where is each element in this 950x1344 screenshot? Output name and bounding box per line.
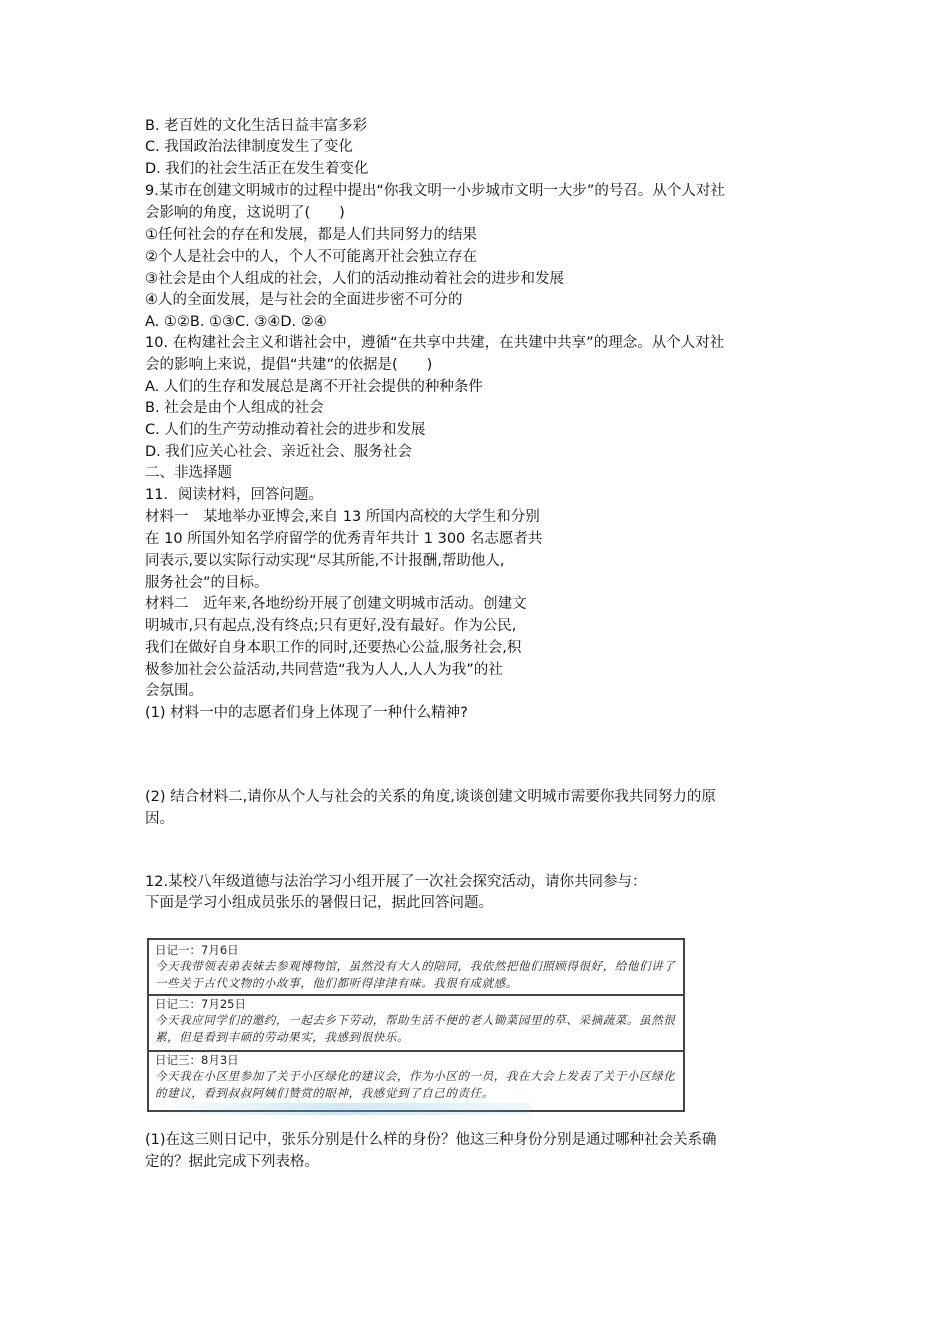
material-2-line-5: 会氛围。 bbox=[145, 683, 203, 699]
q9-statement-2: ②个人是社会中的人，个人不可能离开社会独立存在 bbox=[145, 249, 477, 265]
material-2-line-4: 极参加社会公益活动,共同营造“我为人人,人人为我”的社 bbox=[145, 662, 503, 678]
material-1-line-4: 服务社会”的目标。 bbox=[145, 575, 269, 591]
diary-entry-date: 日记三：8月3日 bbox=[155, 1053, 239, 1067]
option-b-q8: B. 老百姓的文化生活日益丰富多彩 bbox=[145, 118, 368, 134]
q11-subquestion-2-line-1: (2) 结合材料二,请你从个人与社会的关系的角度,谈谈创建文明城市需要你我共同努力的原 bbox=[145, 789, 716, 805]
watermark-strip bbox=[150, 1103, 530, 1115]
q9-statement-3: ③社会是由个人组成的社会，人们的活动推动着社会的进步和发展 bbox=[145, 271, 564, 287]
question-10-line-1: 10. 在构建社会主义和谐社会中，遵循“在共享中共建，在共建中共享”的理念。从个人对社 bbox=[145, 335, 725, 351]
diary-entry bbox=[149, 994, 683, 1050]
q9-statement-4: ④人的全面发展，是与社会的全面进步密不可分的 bbox=[145, 292, 463, 308]
question-12-line-1: 12.某校八年级道德与法治学习小组开展了一次社会探究活动，请你共同参与： bbox=[145, 874, 647, 890]
question-11-title: 11．阅读材料，回答问题。 bbox=[145, 487, 323, 503]
q10-option-a: A. 人们的生存和发展总是离不开社会提供的种种条件 bbox=[145, 379, 483, 395]
option-d-q8: D. 我们的社会生活正在发生着变化 bbox=[145, 161, 369, 177]
q9-statement-1: ①任何社会的存在和发展，都是人们共同努力的结果 bbox=[145, 227, 477, 243]
q11-subquestion-2-line-2: 因。 bbox=[145, 811, 174, 827]
q9-options: A. ①②B. ①③C. ③④D. ②④ bbox=[145, 314, 327, 330]
q10-option-c: C. 人们的生产劳动推动着社会的进步和发展 bbox=[145, 422, 426, 438]
diary-entry bbox=[149, 1050, 683, 1110]
q10-option-b: B. 社会是由个人组成的社会 bbox=[145, 400, 324, 416]
question-12-line-2: 下面是学习小组成员张乐的暑假日记，据此回答问题。 bbox=[145, 895, 493, 911]
q12-subquestion-1-line-1: (1)在这三则日记中，张乐分别是什么样的身份？他这三种身份分别是通过哪种社会关系确 bbox=[145, 1132, 717, 1148]
material-1-line-2: 在 10 所国外知名学府留学的优秀青年共计 1 300 名志愿者共 bbox=[145, 531, 543, 547]
option-c-q8: C. 我国政治法律制度发生了变化 bbox=[145, 139, 353, 155]
diary-entry-text: 今天我应同学们的邀约，一起去乡下劳动，帮助生活不便的老人锄菜园里的草、采摘蔬菜。虽然很累，但是看到丰硕的劳动果实，我感到很快乐。 bbox=[155, 1013, 676, 1044]
diary-image bbox=[147, 938, 685, 1112]
q11-subquestion-1: (1) 材料一中的志愿者们身上体现了一种什么精神? bbox=[145, 705, 468, 721]
diary-entry-text: 今天我带领表弟表妹去参观博物馆，虽然没有大人的陪同，我依然把他们照顾得很好，给他们讲了一些关于古代文物的小故事，他们都听得津津有味。我很有成就感。 bbox=[155, 959, 676, 990]
material-2-line-1: 材料二 近年来,各地纷纷开展了创建文明城市活动。创建文 bbox=[145, 596, 527, 612]
material-2-line-3: 我们在做好自身本职工作的同时,还要热心公益,服务社会,积 bbox=[145, 640, 522, 656]
question-10-line-2: 会的影响上来说，提倡“共建”的依据是( ) bbox=[145, 357, 433, 373]
question-9-line-1: 9.某市在创建文明城市的过程中提出“你我文明一小步城市文明一大步”的号召。从个人对社 bbox=[145, 183, 725, 199]
question-9-line-2: 会影响的角度，这说明了( ) bbox=[145, 205, 345, 221]
q12-subquestion-1-line-2: 定的？据此完成下列表格。 bbox=[145, 1154, 319, 1170]
q10-option-d: D. 我们应关心社会、亲近社会、服务社会 bbox=[145, 444, 412, 460]
diary-entry bbox=[149, 940, 683, 994]
material-2-line-2: 明城市,只有起点,没有终点;只有更好,没有最好。作为公民, bbox=[145, 618, 517, 634]
material-1-line-3: 同表示,要以实际行动实现“尽其所能,不计报酬,帮助他人, bbox=[145, 553, 505, 569]
diary-entry-date: 日记一：7月6日 bbox=[155, 943, 239, 957]
diary-entry-text: 今天我在小区里参加了关于小区绿化的建议会，作为小区的一员，我在大会上发表了关于小区绿化的建议，看到叔叔阿姨们赞赏的眼神，我感觉到了自己的责任。 bbox=[155, 1069, 676, 1100]
material-1-line-1: 材料一 某地举办亚博会,来自 13 所国内高校的大学生和分别 bbox=[145, 509, 540, 525]
diary-entry-date: 日记二：7月25日 bbox=[155, 997, 246, 1011]
section-heading: 二、非选择题 bbox=[145, 465, 232, 481]
